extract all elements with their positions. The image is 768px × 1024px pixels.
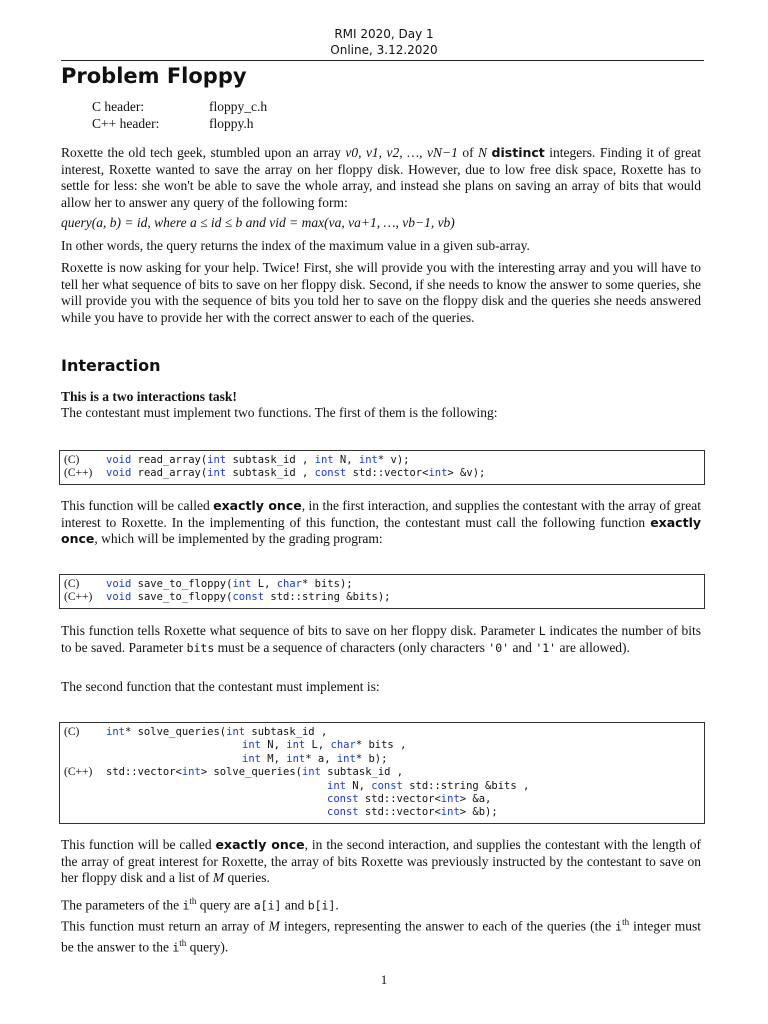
text: query are (196, 897, 254, 913)
code: * bits , (355, 739, 407, 752)
param-bits: bits (186, 640, 215, 655)
page-number: 1 (380, 972, 388, 987)
kw: const (371, 779, 403, 792)
kw: int (314, 454, 334, 466)
code: std::string &bits); (264, 591, 391, 604)
kw: char (276, 578, 303, 590)
kw: int (358, 454, 378, 466)
code: N, (333, 454, 359, 466)
text: , in the second interaction, and supplies the contestant with the length of the array of great interest for Roxette, the array of bits Roxette was previously instructed by the contestant to save on her floppy disk and a list of (61, 837, 701, 886)
query-parameters-line (61, 893, 701, 914)
code: L, (251, 578, 277, 590)
text: Roxette the old tech geek, stumbled upon an array (61, 145, 346, 160)
kw: int (327, 779, 346, 792)
read-array-description (61, 498, 701, 548)
code: std::vector< (358, 806, 441, 819)
math-N: N (478, 145, 488, 160)
kw: void (106, 591, 132, 604)
exactly-once: exactly once (213, 498, 302, 513)
help-paragraph: Roxette is now asking for your help. Twice! First, she will provide you with the interesting array and you will have to tell her what sequence of bits to save on her floppy disk. Second, if she needs to know the answer to some queries, she will provide you with the sequence of bits you told her to save on the floppy disk and the queries she needs answered while you have to provide her with the correct answer to each of the queries. (61, 260, 701, 325)
text: integers, representing the answer to each of the queries (the (279, 918, 616, 934)
code-line (64, 806, 700, 819)
code-line (64, 780, 700, 793)
kw: const (232, 591, 265, 604)
code: std::string &bits , (402, 779, 530, 792)
text: must be a sequence of characters (only characters (214, 639, 489, 655)
code: save_to_floppy( (131, 591, 233, 604)
contest-name: RMI 2020, Day 1 (334, 27, 434, 41)
kw: int (286, 752, 306, 765)
text: . (335, 897, 339, 913)
problem-title: Problem Floppy (61, 64, 247, 88)
lang-label: (C) (64, 578, 80, 590)
superscript-th: th (189, 896, 197, 906)
kw: void (106, 454, 132, 466)
text: , which will be implemented by the grading program: (94, 531, 383, 547)
code-line (64, 739, 700, 752)
exactly-once: exactly once (215, 837, 305, 852)
cpp-header-value: floppy.h (209, 116, 254, 131)
code-line (64, 766, 700, 779)
math-M: M (212, 870, 225, 886)
kw: int (207, 454, 227, 466)
code: > &a, (459, 793, 492, 806)
solve-queries-code-box (59, 722, 705, 824)
math-M: M (268, 918, 280, 934)
code: subtask_id , (226, 454, 315, 466)
code: std::vector< (106, 766, 182, 779)
return-description (61, 914, 701, 956)
char-one: '1' (535, 640, 557, 655)
kw: const (327, 793, 359, 806)
code: M, (260, 752, 287, 765)
lang-label: (C++) (64, 766, 93, 779)
code: L, (305, 739, 331, 752)
c-header-value: floppy_c.h (209, 99, 268, 114)
code: subtask_id , (320, 766, 404, 779)
text: and (509, 639, 536, 655)
kw: int (232, 578, 252, 590)
two-interactions-note: This is a two interactions task! (61, 389, 237, 404)
kw: void (106, 467, 132, 480)
c-header-label: C header: (92, 99, 145, 114)
code: std::vector< (358, 793, 441, 806)
kw: int (207, 467, 227, 480)
code: save_to_floppy( (131, 578, 233, 590)
kw: int (181, 766, 201, 779)
kw: int (428, 467, 448, 480)
text: This function will be called (61, 498, 214, 513)
code-line (64, 726, 700, 739)
lang-label: (C) (64, 454, 80, 466)
c-header-row (92, 98, 267, 115)
distinct-keyword: distinct (491, 145, 545, 160)
solve-queries-description (61, 837, 701, 887)
kw: const (327, 806, 359, 819)
first-function-intro: The contestant must implement two functions. The first of them is the following: (61, 405, 498, 420)
save-to-floppy-code-box (59, 574, 705, 609)
index-i: i (182, 898, 190, 913)
text: The parameters of the (61, 897, 183, 913)
code: * solve_queries( (124, 726, 227, 738)
headers-table (92, 98, 267, 132)
code-line-cpp (64, 591, 700, 604)
text: , in the first interaction, and supplies the contestant with the array of great interest to Roxette. In the implementing of this function, the contestant must call the following function (61, 498, 701, 530)
kw: int (286, 739, 306, 752)
kw: int (106, 726, 125, 738)
kw: int (440, 793, 460, 806)
kw: void (106, 578, 132, 590)
code-line-c (64, 578, 700, 591)
lang-label: (C) (64, 726, 80, 738)
text: are allowed). (556, 639, 630, 655)
cpp-header-row (92, 115, 267, 132)
save-to-floppy-description (61, 623, 701, 656)
code: subtask_id , (245, 726, 328, 738)
code: * v); (377, 454, 410, 466)
cpp-header-label: C++ header: (92, 116, 160, 131)
kw: int (336, 752, 356, 765)
explanation-paragraph: In other words, the query returns the index of the maximum value in a given sub-array. (61, 238, 530, 253)
code: > &b); (459, 806, 498, 819)
code: > &v); (447, 467, 486, 480)
code: std::vector< (346, 467, 429, 480)
code: > solve_queries( (200, 766, 302, 779)
code-line (64, 793, 700, 806)
text: of (457, 145, 479, 160)
text: integer must be the answer to the (61, 918, 701, 955)
query-formula: query(a, b) = id, where a ≤ id ≤ b and vid = max(va, va+1, …, vb−1, vb) (61, 215, 455, 230)
kw: int (242, 739, 261, 752)
code-line (64, 753, 700, 766)
text: indicates the number of bits to be saved. Parameter (61, 623, 701, 655)
code-line-c (64, 454, 700, 467)
running-header (0, 26, 768, 58)
kw: int (301, 766, 321, 779)
lang-label: (C++) (64, 467, 93, 480)
code: N, (345, 779, 372, 792)
text: This function tells Roxette what sequence of bits to save on her floppy disk. Parameter (61, 623, 539, 638)
array-notation: v0, v1, v2, …, vN−1 (345, 145, 458, 160)
code: * b); (355, 752, 388, 765)
text: This function must return an array of (61, 918, 269, 934)
interaction-heading: Interaction (61, 356, 161, 375)
text: This function will be called (61, 837, 216, 852)
code-line-cpp (64, 467, 700, 480)
index-i: i (172, 940, 180, 955)
index-i: i (615, 919, 623, 934)
text: queries. (224, 870, 270, 886)
kw: int (440, 806, 460, 819)
intro-paragraph (61, 145, 701, 211)
code: subtask_id , (226, 467, 315, 480)
param-a-i: a[i] (253, 898, 282, 913)
text: integers. Finding it of great interest, Roxette wanted to save the array on her floppy disk. However, due to low free disk space, Roxette has to settle for less: she won't be able to save the whole array, and instead she plans on saving an array of bits that would allow her to answer any query of the following form: (61, 145, 701, 210)
param-L: L (538, 624, 546, 638)
read-array-code-box (59, 450, 705, 485)
text: and (281, 897, 308, 913)
superscript-th: th (622, 917, 630, 927)
kw: int (242, 752, 261, 765)
code: N, (260, 739, 287, 752)
kw: char (330, 739, 356, 752)
code: * bits); (302, 578, 353, 590)
code: * a, (305, 752, 337, 765)
header-rule (61, 60, 704, 61)
kw: int (226, 726, 246, 738)
contest-date: Online, 3.12.2020 (330, 43, 438, 57)
exactly-once: exactly once (61, 514, 701, 547)
param-b-i: b[i] (307, 898, 336, 913)
second-function-intro: The second function that the contestant must implement is: (61, 679, 380, 694)
code: read_array( (131, 467, 208, 480)
lang-label: (C++) (64, 591, 93, 604)
char-zero: '0' (488, 640, 510, 655)
code: read_array( (131, 454, 208, 466)
text: query). (186, 939, 229, 955)
kw: const (314, 467, 347, 480)
superscript-th: th (179, 938, 187, 949)
